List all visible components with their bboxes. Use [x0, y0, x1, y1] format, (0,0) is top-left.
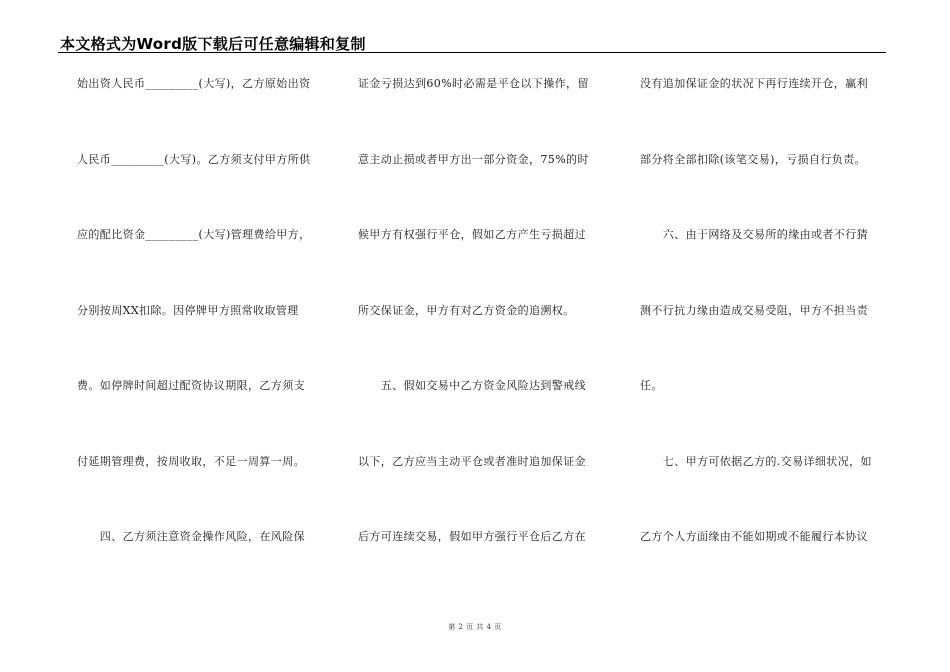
- text-line: 应的配比资金_________(大写)管理费给甲方，: [77, 228, 311, 241]
- text-column-2: [358, 76, 598, 549]
- text-line: 测不行抗力缘由造成交易受阻，甲方不担当责: [640, 303, 868, 317]
- page-number: 第 2 页 共 4 页: [448, 623, 502, 631]
- text-line: 付延期管理费，按周收取，不足一周算一周。: [77, 454, 305, 468]
- header-divider: [58, 52, 886, 53]
- text-line: 费。如停牌时间超过配资协议期限，乙方须支: [77, 379, 305, 392]
- text-line: 所交保证金，甲方有对乙方资金的追溯权。: [358, 303, 575, 317]
- text-line: 意主动止损或者甲方出一部分资金，75%的时: [358, 152, 589, 166]
- text-line: 四、乙方须注意资金操作风险，在风险保: [77, 530, 305, 543]
- text-line: 后方可连续交易，假如甲方强行平仓后乙方在: [358, 530, 586, 543]
- text-line: 分别按周XX扣除。因停牌甲方照常收取管理: [77, 303, 299, 317]
- text-line: 候甲方有权强行平仓，假如乙方产生亏损超过: [358, 228, 586, 241]
- text-line: 以下，乙方应当主动平仓或者准时追加保证金: [358, 454, 586, 468]
- text-line: 没有追加保证金的状况下再行连续开仓，赢利: [640, 77, 868, 90]
- text-line: 七、甲方可依据乙方的.交易详细状况，如: [640, 454, 872, 468]
- text-line: 证金亏损达到60%时必需是平仓以下操作，留: [358, 77, 589, 90]
- page-header: 本文格式为Word版下载后可任意编辑和复制: [60, 35, 366, 53]
- text-column-1: [77, 76, 317, 549]
- text-line: 人民币_________(大写)。乙方须支付甲方所供: [77, 152, 311, 166]
- text-line: 六、由于网络及交易所的缘由或者不行猜: [640, 228, 868, 241]
- text-column-3: [640, 76, 880, 549]
- text-line: 始出资人民币_________(大写)，乙方原始出资: [77, 77, 311, 90]
- text-line: 部分将全部扣除(该笔交易)，亏损自行负责。: [640, 152, 866, 166]
- text-line: 五、假如交易中乙方资金风险达到警戒线: [358, 379, 586, 392]
- text-line: 乙方个人方面缘由不能如期或不能履行本协议: [640, 530, 868, 543]
- text-line: 任。: [640, 379, 663, 392]
